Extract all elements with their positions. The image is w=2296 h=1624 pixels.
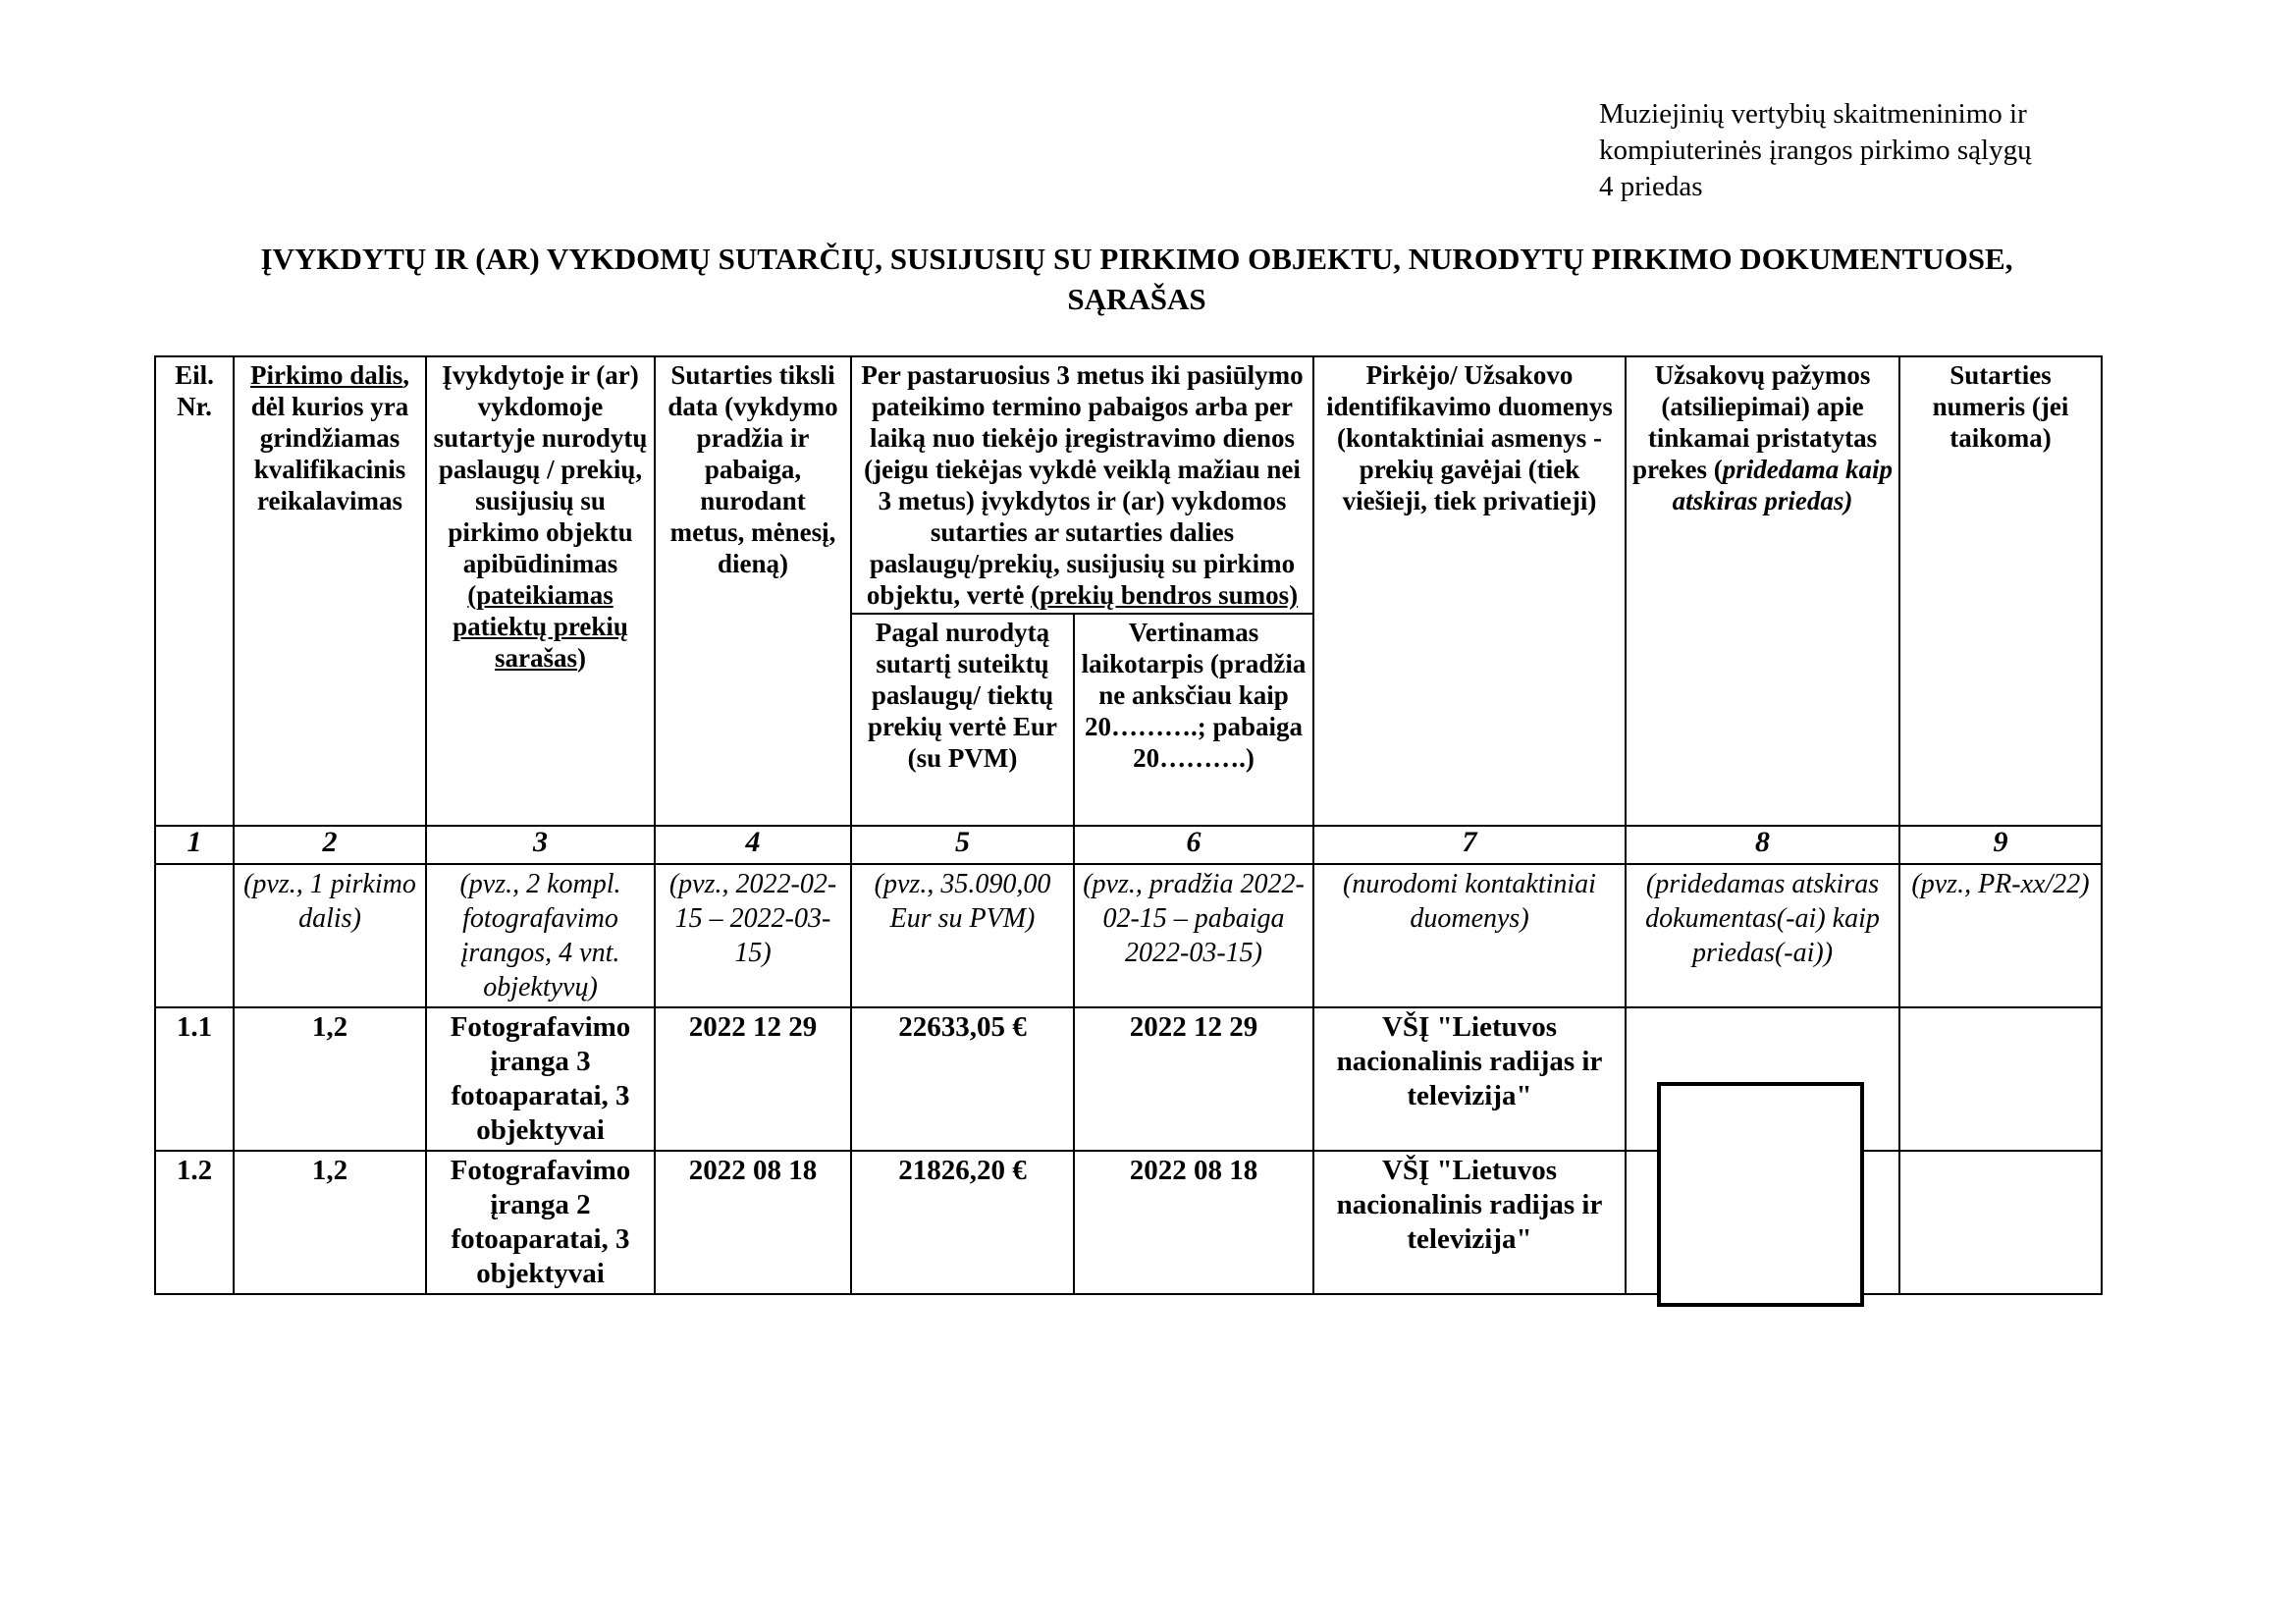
row-buyer: VŠĮ "Lietuvos nacionalinis radijas ir televizija" bbox=[1313, 1007, 1626, 1151]
header-value-eur: Pagal nurodytą sutartį suteiktų paslaugų/ tiektų prekių vertė Eur (su PVM) bbox=[851, 614, 1074, 826]
row-period: 2022 12 29 bbox=[1074, 1007, 1313, 1151]
example-cell: (pridedamas atskiras dokumentas(-ai) kaip priedas(-ai)) bbox=[1626, 864, 1899, 1007]
row-buyer: VŠĮ "Lietuvos nacionalinis radijas ir televizija" bbox=[1313, 1151, 1626, 1294]
document-title-line-1: ĮVYKDYTŲ IR (AR) VYKDOMŲ SUTARČIŲ, SUSIJUSIŲ SU PIRKIMO OBJEKTU, NURODYTŲ PIRKIMO DOKUMENTUOSE, bbox=[260, 242, 2013, 276]
row-value: 22633,05 € bbox=[851, 1007, 1074, 1151]
header-customer-references: Užsakovų pažymos (atsiliepimai) apie tinkamai pristatytas prekes (pridedama kaip atskiras priedas) bbox=[1626, 356, 1899, 826]
column-number-row bbox=[155, 826, 2102, 864]
row-contract-number bbox=[1899, 1151, 2102, 1294]
example-cell: (pvz., 2 kompl. fotografavimo įrangos, 4 vnt. objektyvų) bbox=[426, 864, 655, 1007]
row-description: Fotografavimo įranga 3 fotoaparatai, 3 objektyvai bbox=[426, 1007, 655, 1151]
row-period: 2022 08 18 bbox=[1074, 1151, 1313, 1294]
column-number: 8 bbox=[1626, 826, 1899, 864]
column-number: 1 bbox=[155, 826, 234, 864]
example-cell bbox=[155, 864, 234, 1007]
row-value: 21826,20 € bbox=[851, 1151, 1074, 1294]
header-contract-date: Sutarties tiksli data (vykdymo pradžia ir pabaiga, nurodant metus, mėnesį, dieną) bbox=[655, 356, 851, 826]
row-number: 1.1 bbox=[155, 1007, 234, 1151]
row-number: 1.2 bbox=[155, 1151, 234, 1294]
appendix-note-line: Muziejinių vertybių skaitmeninimo ir bbox=[1599, 98, 2027, 130]
column-number: 3 bbox=[426, 826, 655, 864]
appendix-note-line: kompiuterinės įrangos pirkimo sąlygų bbox=[1599, 135, 2032, 166]
column-number: 7 bbox=[1313, 826, 1626, 864]
appendix-note bbox=[1599, 96, 2109, 205]
example-cell: (pvz., 35.090,00 Eur su PVM) bbox=[851, 864, 1074, 1007]
header-row bbox=[155, 356, 2102, 614]
column-number: 6 bbox=[1074, 826, 1313, 864]
example-cell: (nurodomi kontaktiniai duomenys) bbox=[1313, 864, 1626, 1007]
example-cell: (pvz., pradžia 2022-02-15 – pabaiga 2022-03-15) bbox=[1074, 864, 1313, 1007]
row-contract-date: 2022 08 18 bbox=[655, 1151, 851, 1294]
row-contract-number bbox=[1899, 1007, 2102, 1151]
example-cell: (pvz., 2022-02-15 – 2022-03-15) bbox=[655, 864, 851, 1007]
example-row bbox=[155, 864, 2102, 1007]
row-purchase-part: 1,2 bbox=[234, 1151, 426, 1294]
column-number: 5 bbox=[851, 826, 1074, 864]
header-contract-value: Per pastaruosius 3 metus iki pasiūlymo pateikimo termino pabaigos arba per laiką nuo tiekėjo įregistravimo dienos (jeigu tiekėjas vykdė veiklą mažiau nei 3 metus) įvykdytos ir (ar) vykdomos sutarties ar sutarties dalies paslaugų/prekių, susijusių su pirkimo objektu, vertė (prekių bendros sumos) bbox=[851, 356, 1313, 614]
header-contract-number: Sutarties numeris (jei taikoma) bbox=[1899, 356, 2102, 826]
row-purchase-part: 1,2 bbox=[234, 1007, 426, 1151]
header-description: Įvykdytoje ir (ar) vykdomoje sutartyje nurodytų paslaugų / prekių, susijusių su pirkimo objektu apibūdinimas (pateikiamas patiektų prekių sarašas) bbox=[426, 356, 655, 826]
document-title-line-2: SĄRAŠAS bbox=[1067, 282, 1206, 316]
header-eil-nr: Eil. Nr. bbox=[155, 356, 234, 826]
example-cell: (pvz., 1 pirkimo dalis) bbox=[234, 864, 426, 1007]
column-number: 2 bbox=[234, 826, 426, 864]
column-number: 4 bbox=[655, 826, 851, 864]
example-cell: (pvz., PR-xx/22) bbox=[1899, 864, 2102, 1007]
appendix-note-line: 4 priedas bbox=[1599, 171, 1703, 202]
document-title bbox=[155, 239, 2118, 319]
header-evaluation-period: Vertinamas laikotarpis (pradžia ne anksčiau kaip 20……….; pabaiga 20……….) bbox=[1074, 614, 1313, 826]
header-buyer-identification: Pirkėjo/ Užsakovo identifikavimo duomenys (kontaktiniai asmenys - prekių gavėjai (tiek viešieji, tiek privatieji) bbox=[1313, 356, 1626, 826]
column-number: 9 bbox=[1899, 826, 2102, 864]
header-pirkimo-dalis: Pirkimo dalis, dėl kurios yra grindžiamas kvalifikacinis reikalavimas bbox=[234, 356, 426, 826]
row-description: Fotografavimo įranga 2 fotoaparatai, 3 objektyvai bbox=[426, 1151, 655, 1294]
row-contract-date: 2022 12 29 bbox=[655, 1007, 851, 1151]
redacted-box bbox=[1657, 1082, 1864, 1307]
